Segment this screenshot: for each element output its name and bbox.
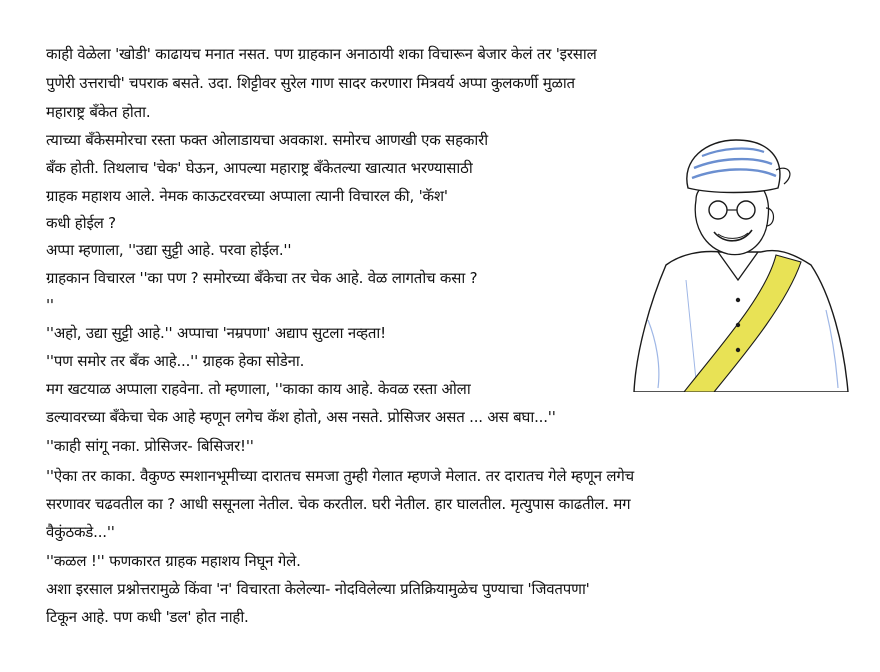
text-line-4: त्याच्या बँकेसमोरचा रस्ता फक्त ओलाडायचा अवकाश. समोरच आणखी एक सहकारी	[46, 131, 488, 149]
text-line-8: अप्पा म्हणाला, ''उद्या सुट्टी आहे. परवा होईल.''	[46, 241, 292, 259]
text-line-3: महाराष्ट्र बँकेत होता.	[46, 103, 151, 121]
text-line-9: ग्राहकान विचारल ''का पण ? समोरच्या बँकेचा तर चेक आहे. वेळ लागतोच कसा ?	[46, 269, 478, 287]
text-line-20: अशा इरसाल प्रश्नोत्तरामुळे किंवा 'न' विचारता केलेल्या- नोदविलेल्या प्रतिक्रियामुळेच पुण्याचा 'जिवतपणा'	[46, 580, 590, 598]
text-line-16: ''ऐका तर काका. वैकुण्ठ स्मशानभूमीच्या दारातच समजा तुम्ही गेलात म्हणजे मेलात. तर दारातच गेले म्हणून लगेच	[46, 467, 634, 485]
text-line-6: ग्राहक महाशय आले. नेमक काऊटरवरच्या अप्पाला त्यानी विचारल की, 'कॅश'	[46, 187, 448, 205]
text-line-12: ''पण समोर तर बँक आहे...'' ग्राहक हेका सोडेना.	[46, 352, 305, 370]
text-line-2: पुणेरी उत्तराची' चपराक बसते. उदा. शिट्टीवर सुरेल गाण सादर करणारा मित्रवर्य अप्पा कुलकर्णी मुळात	[46, 74, 575, 92]
text-line-7: कधी होईल ?	[46, 214, 116, 232]
elderly-man-in-pagdi-sketch-icon	[626, 130, 856, 392]
text-line-1: काही वेळेला 'खोडी' काढायच मनात नसत. पण ग्राहकान अनाठायी शका विचारून बेजार केलं तर 'इरसाल	[46, 45, 597, 63]
text-line-15: ''काही सांगू नका. प्रोसिजर- बिसिजर!''	[46, 437, 254, 455]
text-line-5: बँक होती. तिथलाच 'चेक' घेऊन, आपल्या महाराष्ट्र बँकेतल्या खात्यात भरण्यासाठी	[46, 159, 473, 177]
text-line-14: डल्यावरच्या बँकेचा चेक आहे म्हणून लगेच कॅश होतो, अस नसते. प्रोसिजर असत ... अस बघा...''	[46, 408, 556, 426]
text-line-21: टिकून आहे. पण कधी 'डल' होत नाही.	[46, 608, 249, 626]
text-line-10: ''	[46, 296, 54, 314]
text-line-17: सरणावर चढवतील का ? आधी ससूनला नेतील. चेक करतील. घरी नेतील. हार घालतील. मृत्युपास काढतील. मग	[46, 495, 631, 513]
text-line-19: ''कळल !'' फणकारत ग्राहक महाशय निघून गेले.	[46, 552, 301, 570]
text-line-18: वैकुंठकडे...''	[46, 523, 115, 541]
text-line-13: मग खटयाळ अप्पाला राहवेना. तो म्हणाला, ''काका काय आहे. केवळ रस्ता ओला	[46, 380, 471, 398]
text-line-11: ''अहो, उद्या सुट्टी आहे.'' अप्पाचा 'नम्रपणा' अद्याप सुटला नव्हता!	[46, 324, 386, 342]
